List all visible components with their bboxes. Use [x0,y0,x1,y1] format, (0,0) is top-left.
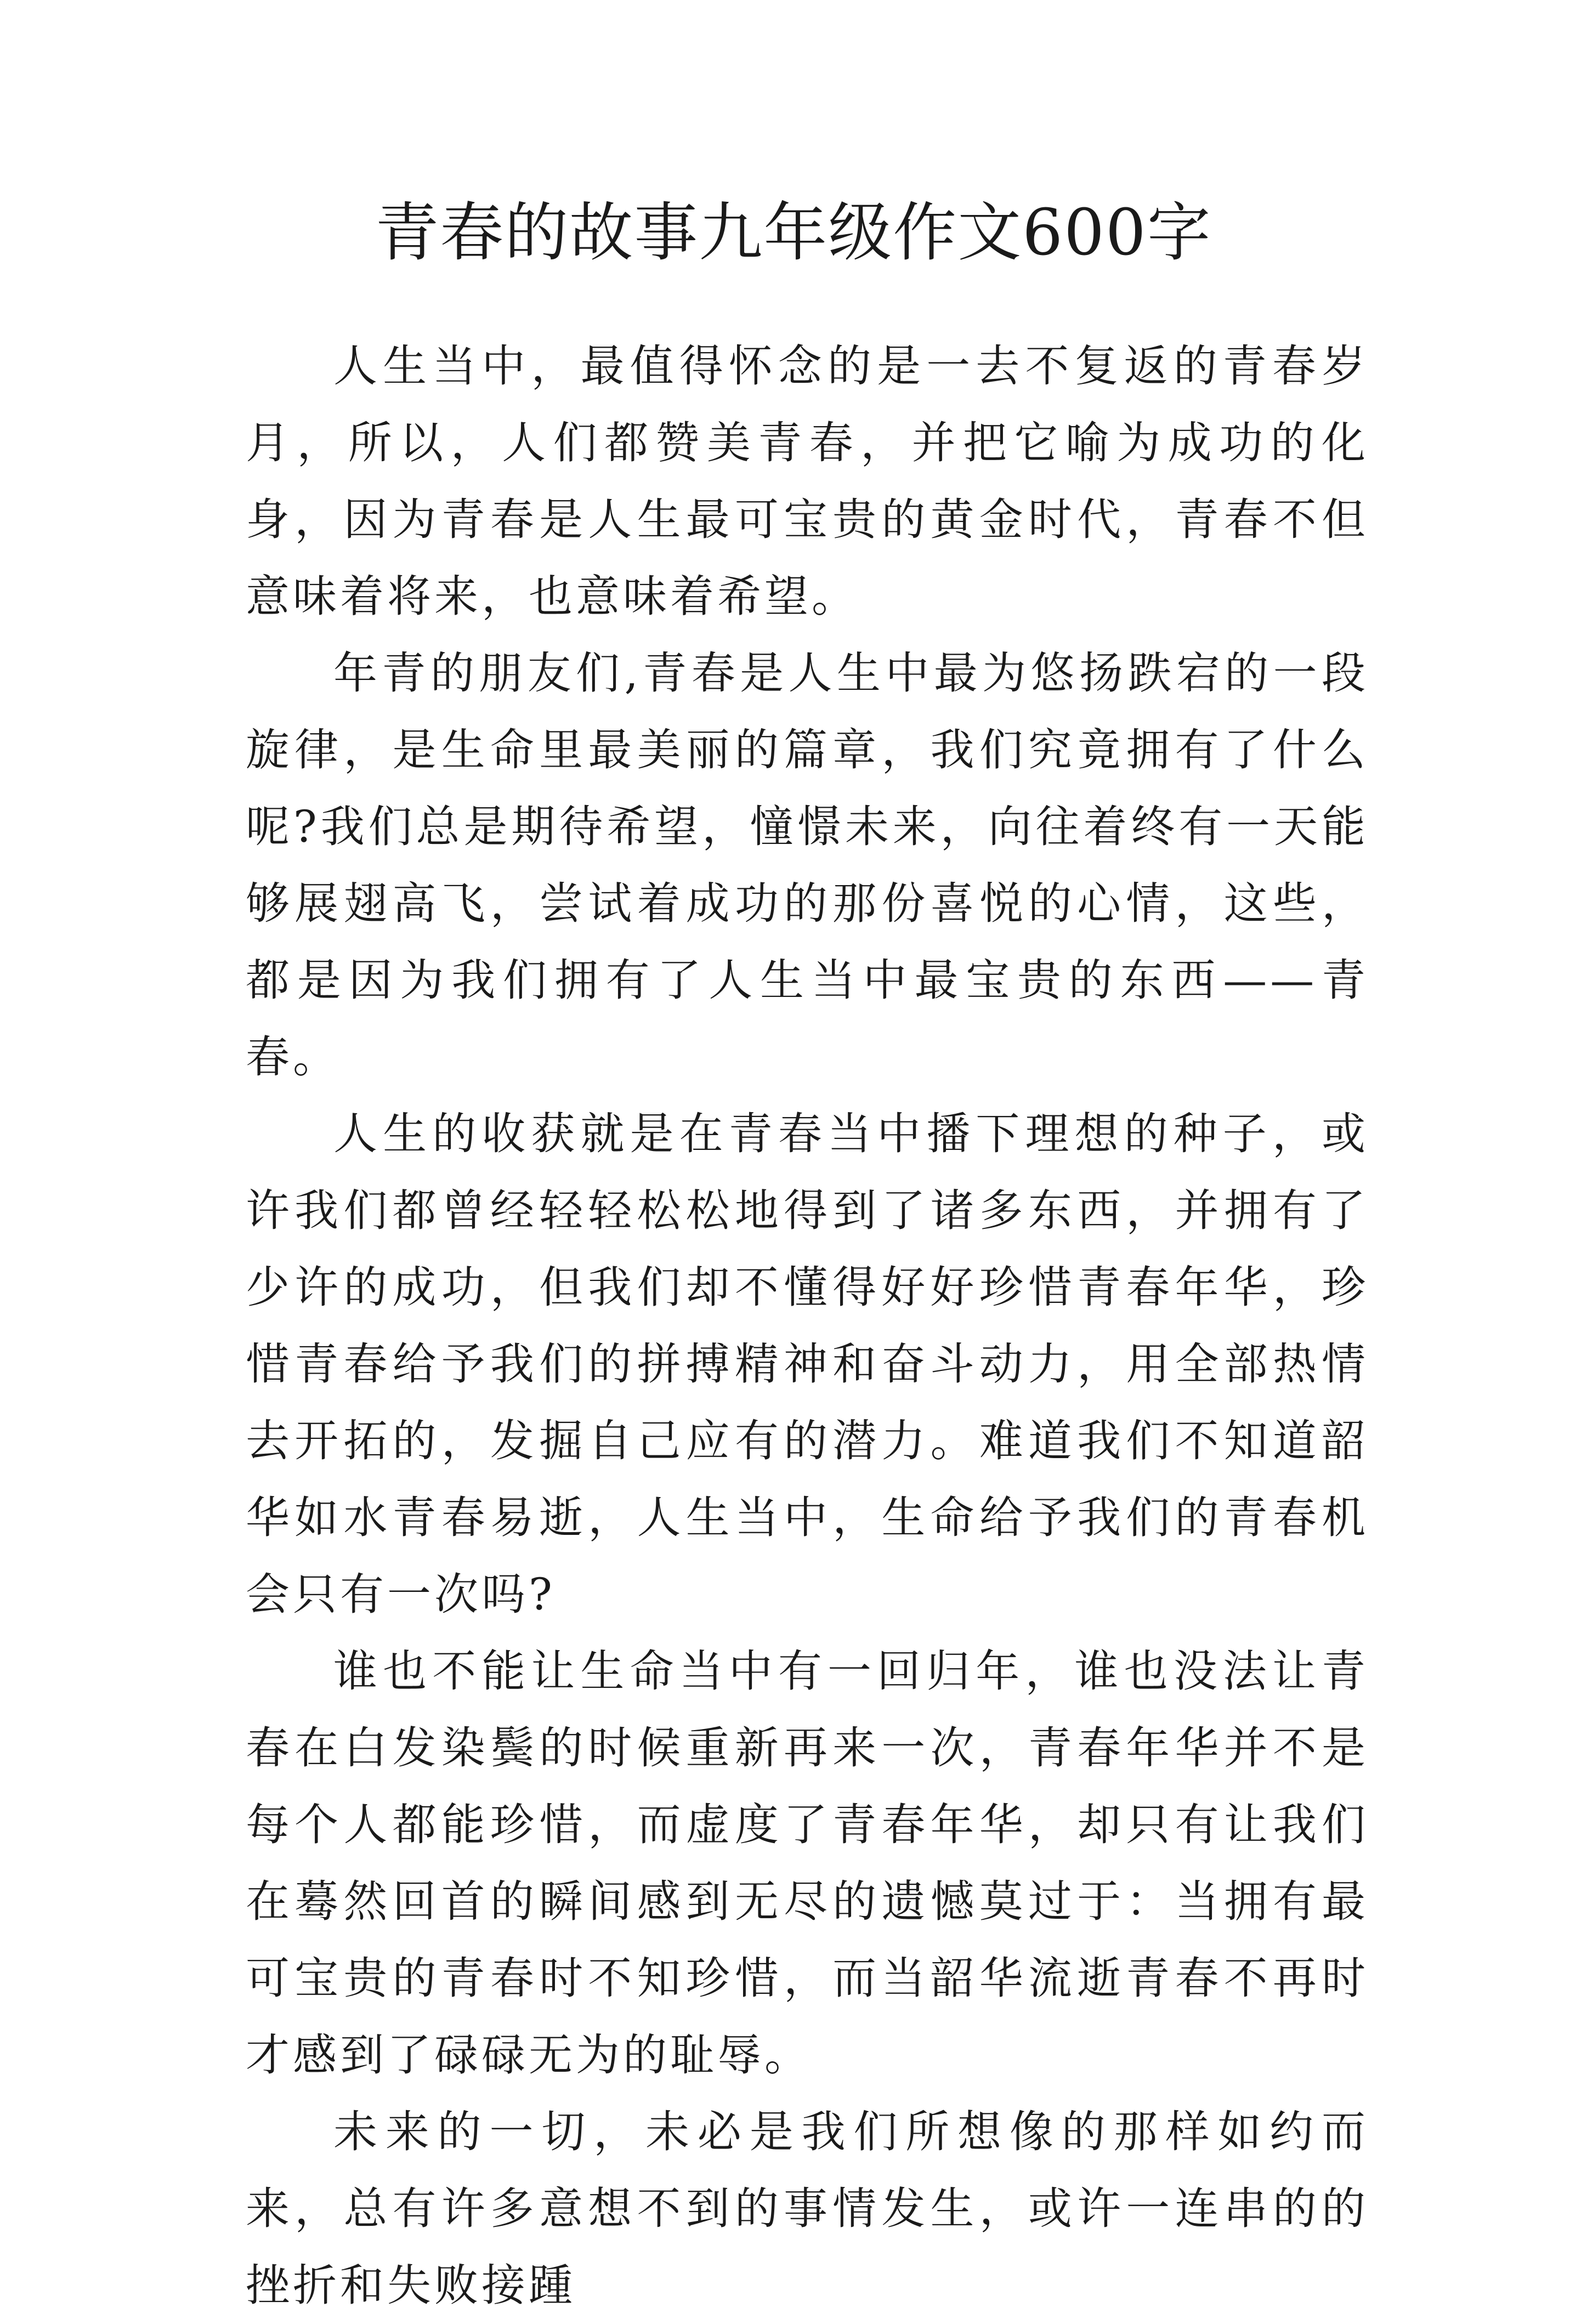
document-title: 青春的故事九年级作文600字 [375,196,1212,270]
paragraph-5: 未来的一切，未必是我们所想像的那样如约而来，总有许多意想不到的事情发生，或许一连串的的挫折和失败接踵 [246,2106,1369,2311]
paragraph-1: 人生当中，最值得怀念的是一去不复返的青春岁月，所以，人们都赞美青春，并把它喻为成功的化身，因为青春是人生最可宝贵的黄金时代，青春不但意味着将来，也意味着希望。 [246,341,1369,622]
paragraph-3: 人生的收获就是在青春当中播下理想的种子，或许我们都曾经轻轻松松地得到了诸多东西，并拥有了少许的成功，但我们却不懂得好好珍惜青春年华，珍惜青春给予我们的拼搏精神和奋斗动力，用全部热情去开拓的，发掘自己应有的潜力。难道我们不知道韶华如水青春易逝，人生当中，生命给予我们的青春机会只有一次吗? [246,1108,1369,1620]
paragraph-2: 年青的朋友们,青春是人生中最为悠扬跌宕的一段旋律，是生命里最美丽的篇章，我们究竟拥有了什么呢?我们总是期待希望，憧憬未来，向往着终有一天能够展翅高飞，尝试着成功的那份喜悦的心情，这些，都是因为我们拥有了人生当中最宝贵的东西——青春。 [246,648,1369,1082]
paragraph-4: 谁也不能让生命当中有一回归年，谁也没法让青春在白发染鬓的时候重新再来一次，青春年华并不是每个人都能珍惜，而虚度了青春年华，却只有让我们在蓦然回首的瞬间感到无尽的遗憾莫过于：当拥有最可宝贵的青春时不知珍惜，而当韶华流逝青春不再时才感到了碌碌无为的耻辱。 [246,1646,1369,2081]
document-body [246,328,1369,2324]
